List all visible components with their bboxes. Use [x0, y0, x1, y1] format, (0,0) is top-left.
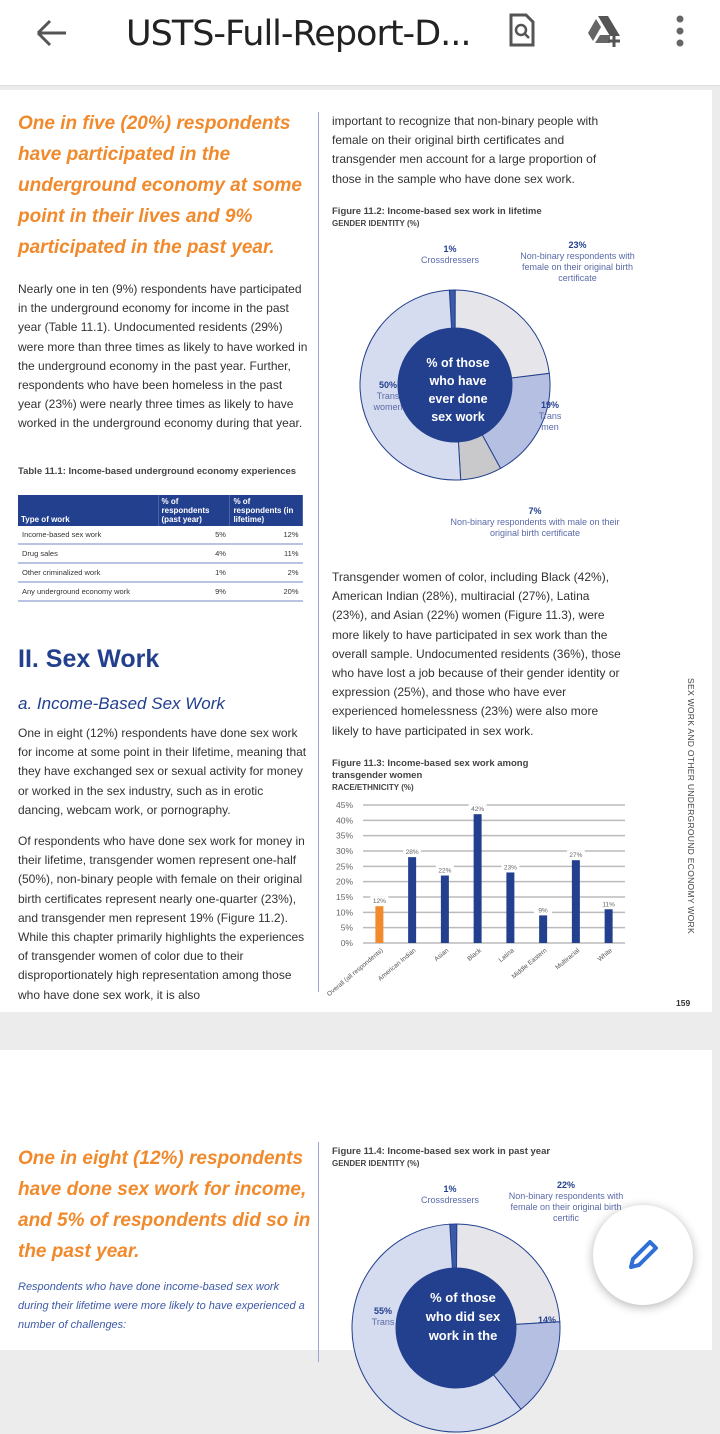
- x-tick-label: Multiracial: [554, 947, 582, 972]
- y-tick-label: 35%: [335, 830, 353, 841]
- bar-data-label: 22%: [438, 867, 452, 875]
- x-tick-label: Asian: [433, 947, 451, 963]
- find-in-document-icon[interactable]: [508, 12, 536, 48]
- app-toolbar: [0, 0, 720, 86]
- y-tick-label: 20%: [335, 876, 353, 887]
- figure-title: Figure 11.4: Income-based sex work in past year GENDER IDENTITY (%): [332, 1146, 551, 1168]
- bar-data-label: 28%: [405, 849, 419, 857]
- back-arrow-icon[interactable]: [34, 18, 70, 48]
- page-number: 159: [676, 998, 691, 1008]
- table-row: Any underground economy work 9% 20%: [18, 582, 303, 601]
- edit-pencil-icon: [625, 1237, 661, 1273]
- bar: [474, 814, 482, 943]
- underground-economy-table: [18, 495, 303, 602]
- figure-title: Figure 11.3: Income-based sex work among transgender women RACE/ETHNICITY (%): [332, 758, 529, 792]
- bar-data-label: 9%: [538, 907, 548, 915]
- y-tick-label: 45%: [335, 800, 353, 810]
- pdf-page-159: [0, 90, 712, 1012]
- bar-chart-race-ethnicity: [325, 795, 630, 999]
- paragraph: Transgender women of color, including Black (42%), American Indian (28%), multiracial (27%), Latina (23%), and Asian (22%) women (Figure 11.3), were more likely to have participated in sex work than the overall sample. Undocumented residents (36%), those who have lost a job because of their gender identity or expression (25%), and those who have ever experienced homelessness (23%) were also more likely to have participated in sex work.: [332, 570, 621, 738]
- bar: [572, 860, 580, 943]
- col-header: % of respondents (past year): [158, 495, 230, 526]
- y-tick-label: 5%: [340, 922, 353, 933]
- edit-fab-button[interactable]: [593, 1205, 693, 1305]
- slice-label: 55% Trans: [371, 1306, 395, 1327]
- donut-center-label: % of those who have ever done sex work: [426, 356, 490, 424]
- pullquote: One in eight (12%) respondents have done sex work for income, and 5% of respondents did so in the past year.: [18, 1148, 311, 1262]
- y-tick-label: 25%: [335, 861, 353, 872]
- running-header: SEX WORK AND OTHER UNDERGROUND ECONOMY WORK: [686, 678, 696, 934]
- x-tick-label: White: [596, 947, 614, 964]
- bar: [441, 876, 449, 943]
- paragraph: important to recognize that non-binary people with female on their original birth certificates and transgender men account for a large proportion of those in the sample who have done sex work.: [332, 114, 599, 186]
- table-row: Other criminalized work 1% 2%: [18, 563, 303, 582]
- paragraph: Respondents who have done income-based sex work during their lifetime were more likely to have experienced a number of challenges:: [18, 1281, 305, 1331]
- y-tick-label: 10%: [335, 907, 353, 918]
- y-tick-label: 15%: [335, 892, 353, 902]
- document-title: USTS-Full-Report-D...: [126, 14, 471, 54]
- x-tick-label: Overall (all respondents): [325, 947, 385, 999]
- paragraph: Nearly one in ten (9%) respondents have participated in the underground economy for income in the past year (Table 11.1). Undocumented residents (29%) were more than three times as likely to have worked in the underground economy in the past year. Further, respondents who have been homeless in the past year (23%) were nearly three times as likely to have worked in the underground economy during that year.: [18, 282, 308, 431]
- x-tick-label: American Indian: [376, 947, 418, 983]
- x-tick-label: Middle Eastern: [510, 947, 549, 981]
- subsection-heading: a. Income-Based Sex Work: [18, 694, 225, 713]
- x-tick-label: Latina: [497, 947, 516, 964]
- table-row: Income-based sex work 5% 12%: [18, 526, 303, 544]
- col-header: % of respondents (in lifetime): [230, 495, 303, 526]
- column-divider: [318, 112, 319, 992]
- section-heading: II. Sex Work: [18, 645, 160, 673]
- bar-data-label: 27%: [569, 852, 583, 860]
- slice-label: 14%: [537, 1315, 556, 1325]
- y-tick-label: 0%: [340, 938, 353, 948]
- bar: [506, 872, 514, 943]
- bar-data-label: 23%: [503, 864, 517, 872]
- y-tick-label: 30%: [335, 846, 353, 856]
- bar: [605, 909, 613, 943]
- table-title: Table 11.1: Income-based underground economy experiences: [18, 466, 297, 477]
- pullquote: One in five (20%) respondents have participated in the underground economy at some point in their lives and 9% participated in the past year.: [18, 113, 302, 258]
- slice-label: 1% Crossdressers: [420, 244, 479, 265]
- slice-label: 7% Non-binary respondents with male on their original birth certificate: [450, 506, 620, 538]
- bar: [408, 857, 416, 943]
- bar: [375, 906, 383, 943]
- pdf-page-160: [0, 1050, 712, 1350]
- slice-label: 19% Trans men: [538, 400, 562, 432]
- add-to-drive-icon[interactable]: [586, 14, 622, 48]
- slice-label: 23% Non-binary respondents with female on their original birth certificate: [520, 240, 635, 283]
- paragraph: One in eight (12%) respondents have done sex work for income at some point in their lifetime, meaning that they have exchanged sex or sexual activity for money or worked in the sex industry, such as in erotic dancing, webcam work, or pornography.: [18, 726, 307, 817]
- paragraph: Of respondents who have done sex work for money in their lifetime, transgender women represent one-half (50%), non-binary people with female on their original birth certificates represent nearly one-quarter (23%), and transgender men represent 19% (Figure 11.2). While this chapter primarily highlights the experiences of transgender women of color due to their disproportionately high representation among those who have done sex work, it is also: [18, 834, 305, 1002]
- slice-label: 50% Trans women: [373, 380, 403, 412]
- slice-label: 1% Crossdressers: [420, 1184, 479, 1205]
- figure-title: Figure 11.2: Income-based sex work in lifetime GENDER IDENTITY (%): [332, 206, 542, 228]
- slice-label: 22% Non-binary respondents with female on their original birth certific: [508, 1180, 624, 1223]
- more-vert-icon[interactable]: [674, 14, 686, 50]
- bar: [539, 915, 547, 943]
- bar-data-label: 11%: [602, 901, 615, 909]
- x-tick-label: Black: [466, 947, 483, 963]
- column-divider: [318, 1142, 319, 1362]
- bar-data-label: 12%: [372, 898, 386, 906]
- bar-data-label: 42%: [471, 806, 485, 814]
- table-row: Drug sales 4% 11%: [18, 544, 303, 563]
- donut-center-label: % of those who did sex work in the: [425, 1290, 501, 1343]
- y-tick-label: 40%: [335, 815, 353, 826]
- col-header: Type of work: [18, 495, 158, 526]
